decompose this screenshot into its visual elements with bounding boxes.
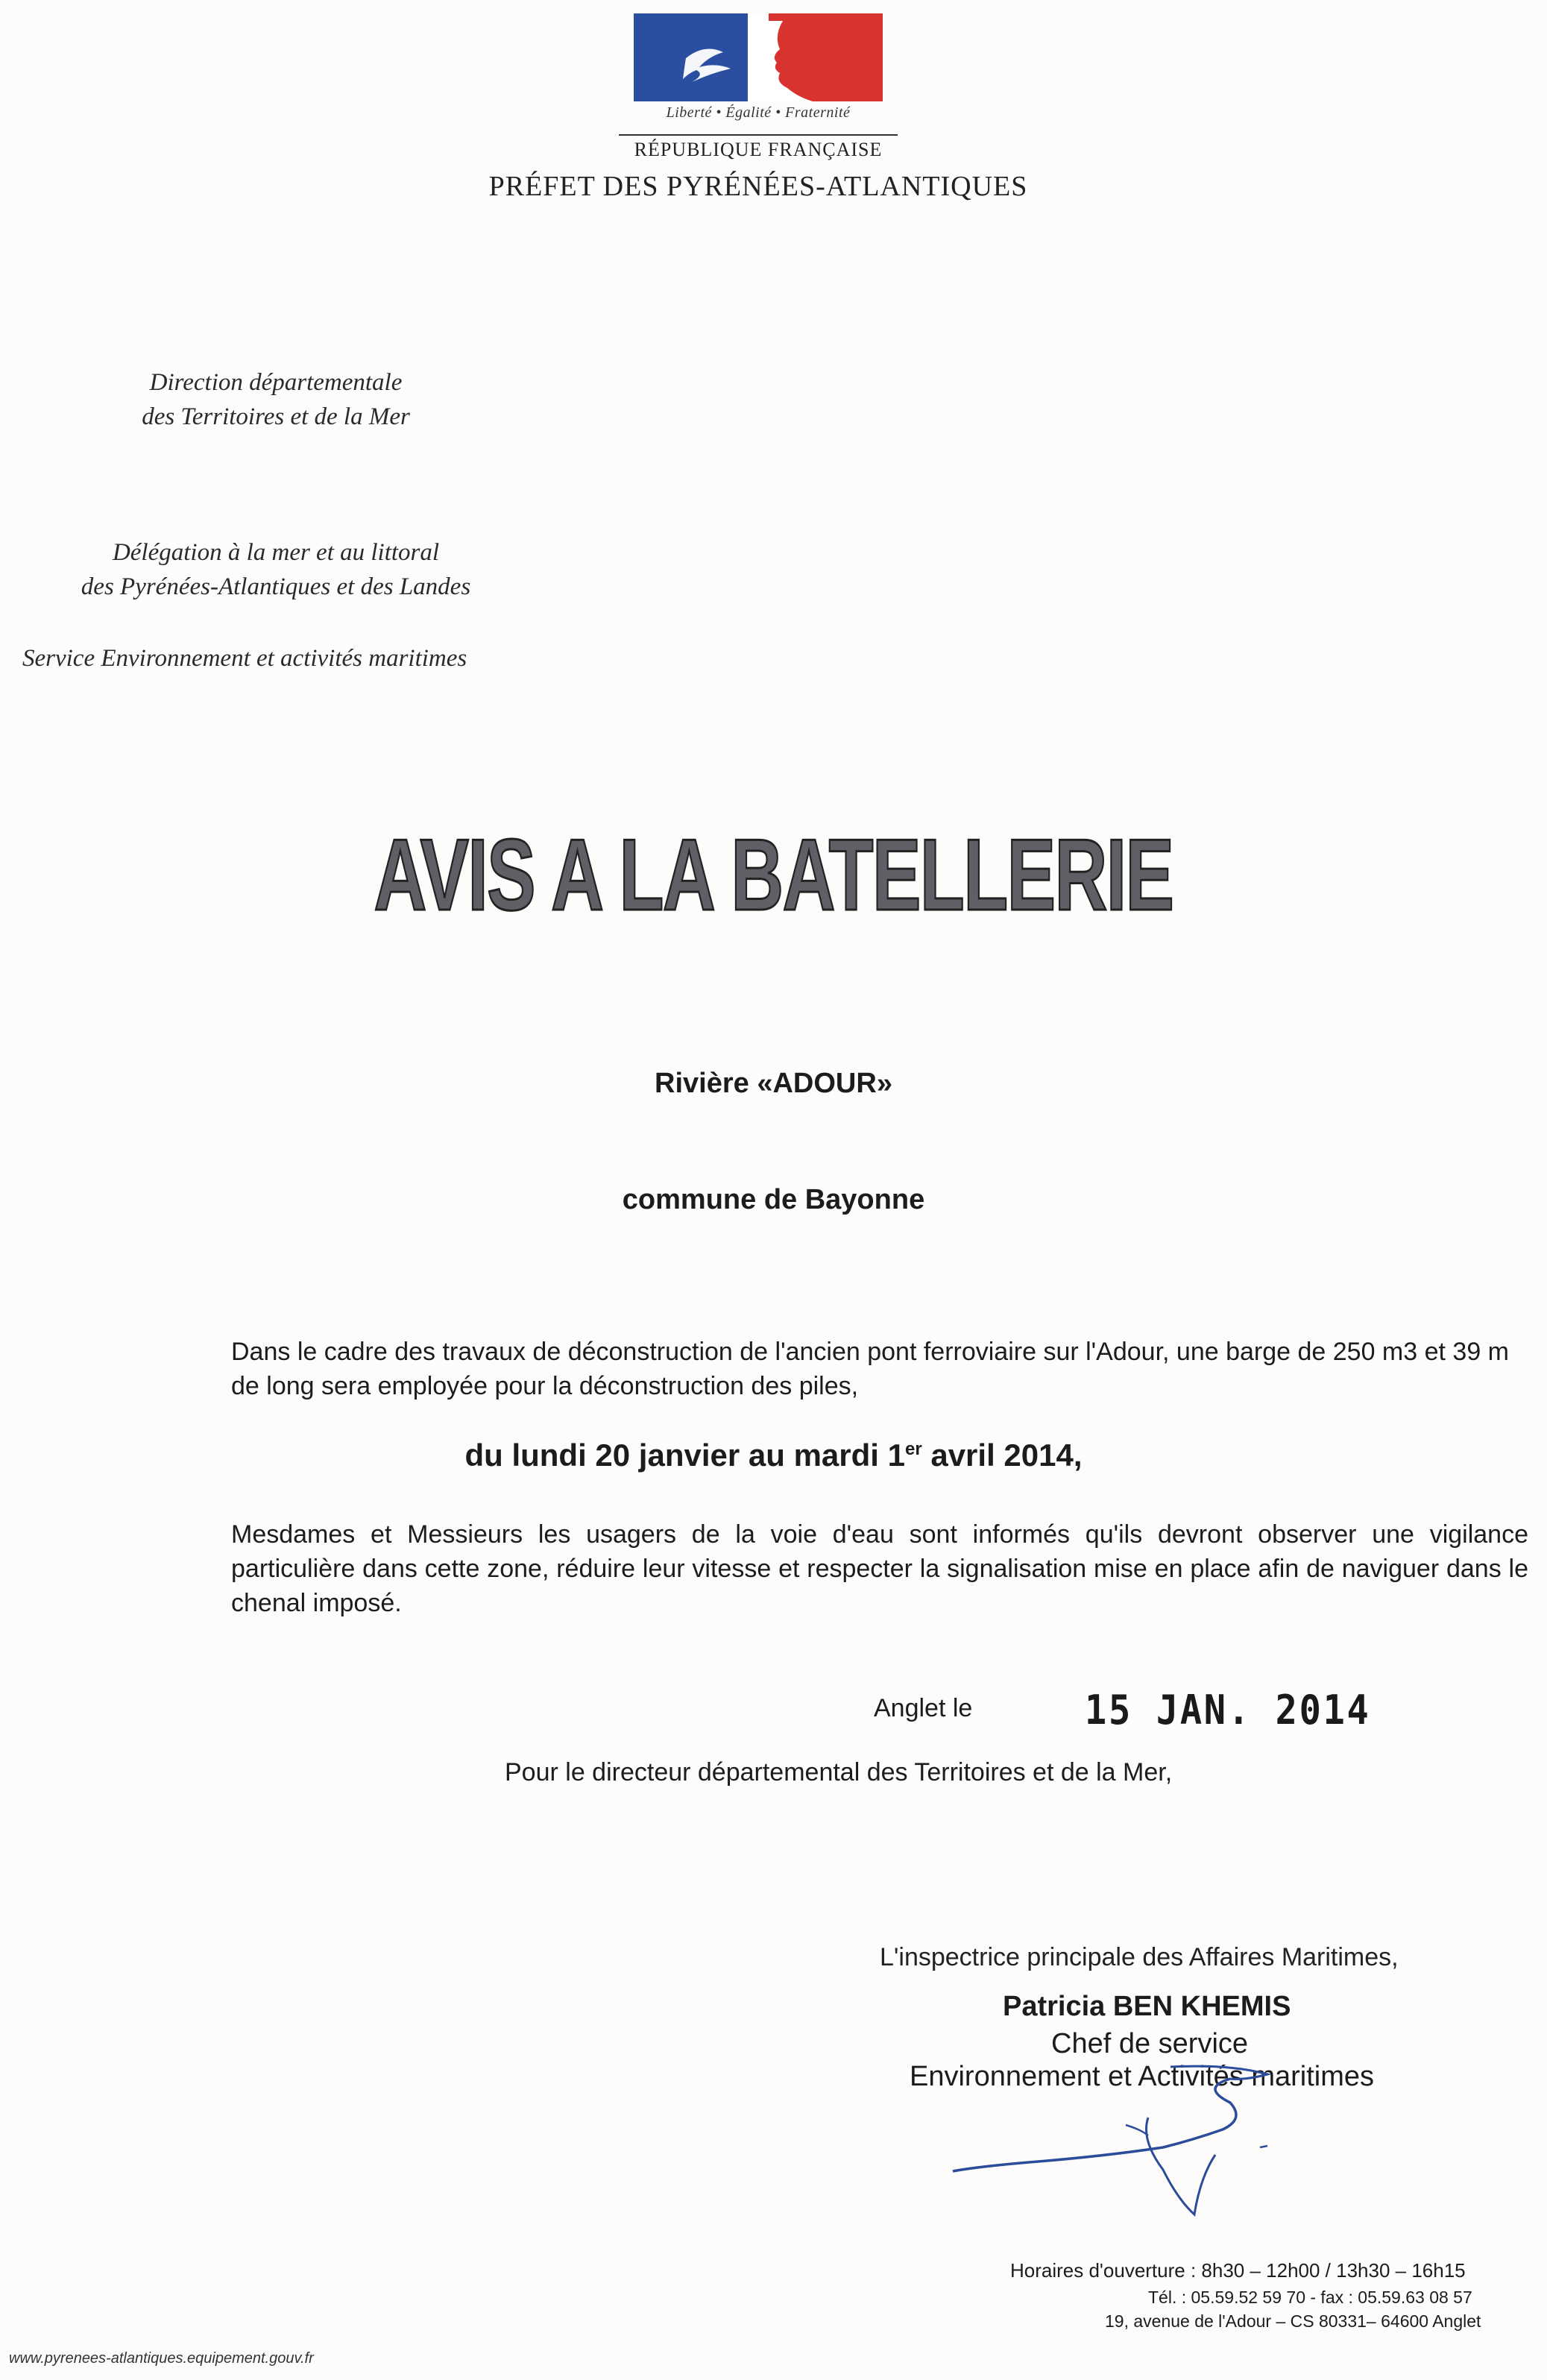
period-start: du lundi 20 janvier au mardi 1: [464, 1438, 905, 1473]
date-stamp: 15 JAN. 2014: [1085, 1687, 1371, 1734]
republic-name: RÉPUBLIQUE FRANÇAISE: [619, 134, 898, 161]
contact-phone-fax: Tél. : 05.59.52 59 70 - fax : 05.59.63 08 57: [1148, 2288, 1472, 2307]
opening-hours: Horaires d'ouverture : 8h30 – 12h00 / 13h30 – 16h15: [1010, 2259, 1466, 2282]
republic-motto: Liberté • Égalité • Fraternité: [666, 104, 851, 121]
signatory-department: Environnement et Activités maritimes: [910, 2061, 1375, 2092]
signatory-name: Patricia BEN KHEMIS: [1003, 1991, 1291, 2022]
website-url: www.pyrenees-atlantiques.equipement.gouv.fr: [9, 2350, 314, 2367]
signatory-title: L'inspectrice principale des Affaires Maritimes,: [880, 1943, 1399, 1971]
river-name: Rivière «ADOUR»: [655, 1068, 892, 1099]
marianne-logo: [634, 13, 883, 101]
issuer-delegation-line1: Délégation à la mer et au littoral: [112, 539, 440, 566]
period-superscript: er: [904, 1439, 922, 1459]
issuer-delegation-line2: des Pyrénées-Atlantiques et des Landes: [81, 573, 471, 600]
issuer-service: Service Environnement et activités maritimes: [22, 645, 467, 672]
period-end: avril 2014,: [921, 1438, 1083, 1473]
notice-title: AVIS A LA BATELLERIE: [374, 818, 1173, 931]
work-period: [0, 1438, 1547, 1473]
marianne-profile-icon: [634, 13, 883, 101]
issuer-direction-line2: des Territoires et de la Mer: [142, 403, 410, 430]
commune-name: commune de Bayonne: [622, 1184, 925, 1215]
prefecture-name: PRÉFET DES PYRÉNÉES-ATLANTIQUES: [488, 171, 1028, 202]
signing-place: Anglet le: [874, 1694, 973, 1722]
postal-address: 19, avenue de l'Adour – CS 80331– 64600 Anglet: [1105, 2311, 1481, 2331]
issuer-direction: [104, 365, 447, 434]
notice-paragraph-1: Dans le cadre des travaux de déconstruction de l'ancien pont ferroviaire sur l'Adour, une barge de 250 m3 et 39 m de long sera employée pour la déconstruction des piles,: [231, 1338, 1509, 1400]
signatory-role: Chef de service: [1051, 2028, 1249, 2059]
issuer-direction-line1: Direction départementale: [149, 369, 403, 396]
handwritten-signature: [917, 2058, 1305, 2229]
notice-paragraph-2: Mesdames et Messieurs les usagers de la voie d'eau sont informés qu'ils devront observer une vigilance particulière dans cette zone, réduire leur vitesse et respecter la signalisation mise en place afin de naviguer dans le chenal imposé.: [231, 1520, 1528, 1617]
on-behalf-line: Pour le directeur départemental des Territoires et de la Mer,: [505, 1758, 1173, 1786]
issuer-delegation: [45, 535, 507, 604]
